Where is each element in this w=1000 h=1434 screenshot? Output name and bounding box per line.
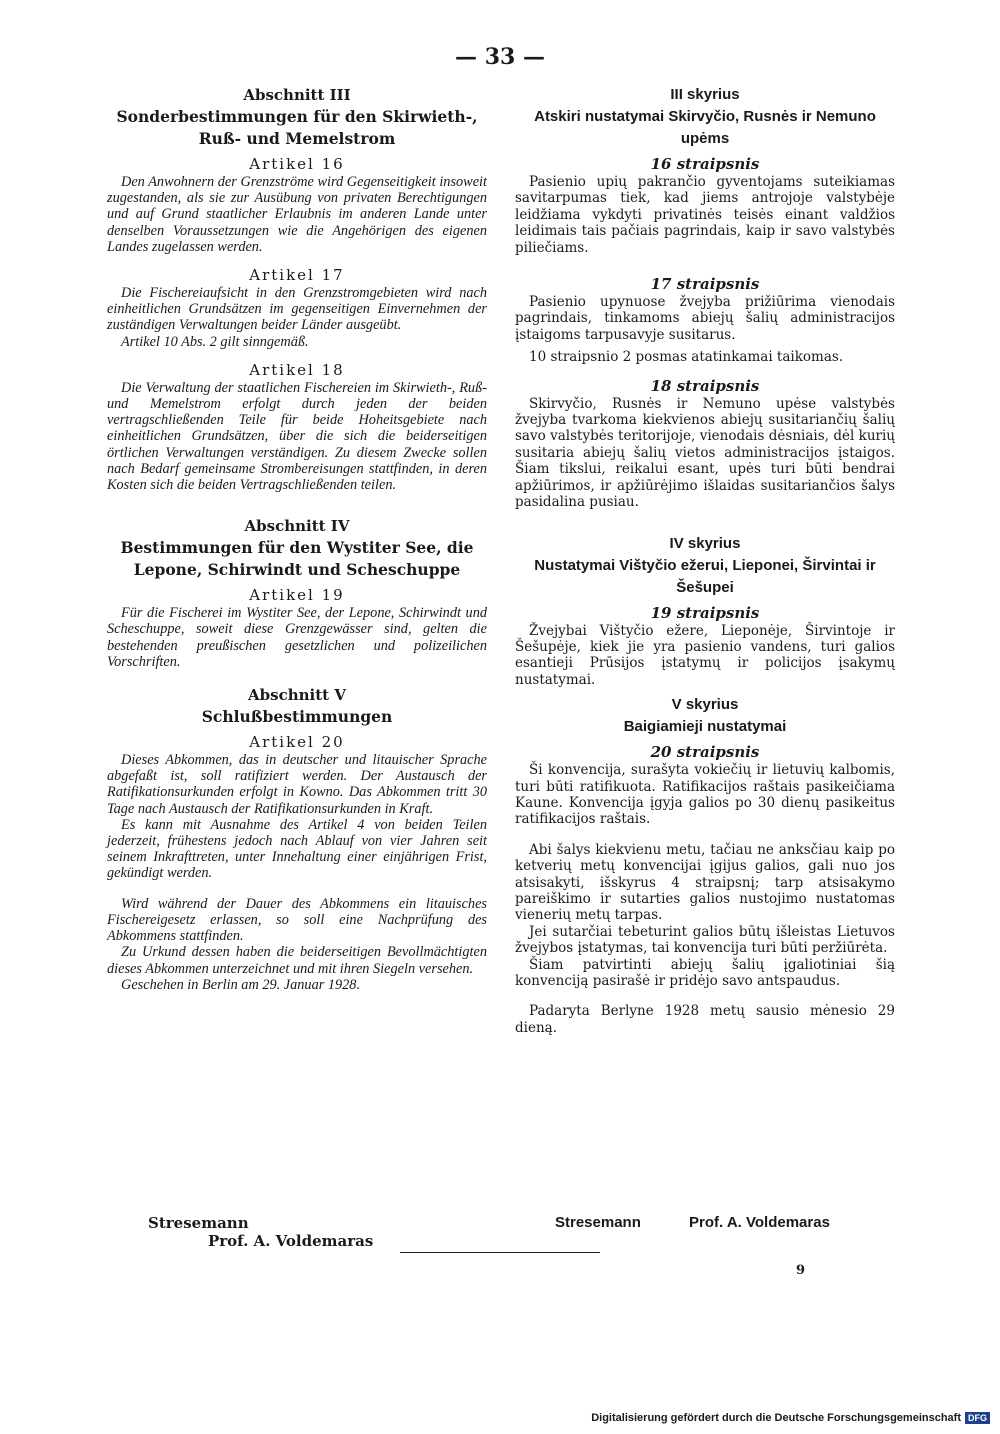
article-18-heading-lt: 18 straipsnis [650,376,760,395]
horizontal-rule [400,1252,600,1253]
section-3-title-de: Sonderbestimmungen für den Skirwieth-, Ruß- und Memelstrom [116,107,478,148]
signatures-de [148,1214,468,1250]
article-20-text-de: Dieses Abkommen, das in deutscher und litauischer Sprache abgefaßt ist, soll ratifiziert werden. Der Austausch der Ratifikationsurkunden erfolgt in Kowno. Das Abkommen tritt 30 Tage nach Austausch der Ratifikationsurkunden in Kraft. [107,752,487,817]
section-3-heading-lt: III skyrius [670,86,740,103]
article-20-text3-lt: Jei sutarčiai tebeturint galios būtų išleistas Lietuvos žvejybos įstatymas, tai konvencija turi būti peržiūrėta. [515,923,895,957]
article-18-text-de: Die Verwaltung der staatlichen Fischereien im Skirwieth-, Ruß- und Memelstrom erfolgt durch jeden der beiden vertragschließenden Teile für beide Hoheitsgebiete nach einheitlichen Grundsätzen, über die sich die beiderseitigen örtlichen Verwaltungen verständigen. Zu diesem Zwecke sollen nach Bedarf gemeinsame Strombereisungen stattfinden, in deren Kosten sich die beiden Vertragschließenden teilen. [107,379,487,494]
article-20-text4-lt: Šiam patvirtinti abiejų šalių įgaliotiniai šią konvenciją pasirašė ir pridėjo savo antspaudus. [515,956,895,989]
article-16-heading-de: Artikel 16 [249,155,345,173]
signature-stresemann-lt: Stresemann [555,1214,641,1231]
article-19-heading-lt: 19 straipsnis [650,603,760,622]
signatures-lt [555,1214,885,1231]
article-19-text-de: Für die Fischerei im Wystiter See, der Lepone, Schirwindt und Scheschuppe, soweit diese Grenzgewässer sind, gelten die bestehenden preußischen gesetzlichen und polizeilichen Vorschriften. [107,605,487,670]
sheet-number: 9 [796,1263,806,1278]
dfg-logo: DFG [965,1412,990,1424]
article-20-text2-lt: Abi šalys kiekvienu metu, tačiau ne anksčiau kaip po ketverių metų konvencijai įgijus galios, gali nuo jos atsisakyti, išskyrus 4 straipsnį; tarp atsisakymo pareiškimo ir sutarties galios nustojimo nustatomas vienerių metų tarpas. [515,841,895,924]
lithuanian-column [515,84,895,1036]
article-17-text2-lt: 10 straipsnio 2 posmas atatinkamai taikomas. [529,349,844,366]
section-4-title-de: Bestimmungen für den Wystiter See, die Lepone, Schirwindt und Scheschuppe [120,538,474,580]
signature-voldemaras-lt: Prof. A. Voldemaras [689,1214,830,1231]
article-20-text3-de: Wird während der Dauer des Abkommens ein litauisches Fischereigesetz erlassen, so soll eine Nachprüfung des Abkommens stattfinden. [107,895,487,945]
german-column [107,84,487,993]
article-17-text-lt: Pasienio upynuose žvejyba prižiūrima vienodais pagrindais, tinkamoms abiejų šalių administracijos įstaigoms tarpusavyje susitarus. [515,294,895,343]
section-5-heading-de: Abschnitt V [248,686,346,705]
article-20-text4-de: Zu Urkund dessen haben die beiderseitigen Bevollmächtigten dieses Abkommen unterzeichnet und mit ihren Siegeln versehen. [107,944,487,977]
article-19-text-lt: Žvejybai Vištyčio ežere, Lieponėje, Širvintoje ir Šešupėje, kiek jie yra pasienio vandens, turi galios esantieji Prūsijos įstatymų ir policijos įsakymų nustatymai. [515,622,895,688]
signature-voldemaras-de: Prof. A. Voldemaras [208,1232,374,1250]
article-20-text5-de: Geschehen in Berlin am 29. Januar 1928. [121,976,361,993]
article-20-text-lt: Ši konvencija, surašyta vokiečių ir lietuvių kalbomis, turi būti ratifikuota. Ratifikacijos raštais pasikeičiama Kaune. Konvencija įgyja galios po 30 dienų pasikeitus ratifikacijos raštais. [515,762,895,828]
article-19-heading-de: Artikel 19 [249,586,345,605]
article-20-heading-lt: 20 straipsnis [650,743,760,762]
article-18-text-lt: Skirvyčio, Rusnės ir Nemuno upėse valstybės žvejyba tvarkoma kiekvienos abiejų susitariančių šalių savo valstybės teritorijoje, vienodais dėsniais, dėl kurių susitaria abiejų šalių vietos administracijos įstaigos. Šiam tikslui, reikalui esant, upės turi būti bendrai apžiūrimos, ir apžiūrėjimo išlaidas susitariančios šalys pasidalina pusiau. [515,395,895,511]
section-3-title-lt: Atskiri nustatymai Skirvyčio, Rusnės ir Nemuno upėms [534,108,876,147]
article-18-heading-de: Artikel 18 [249,360,345,379]
article-16-heading-lt: 16 straipsnis [650,155,760,173]
section-3-heading-de: Abschnitt III [243,86,351,104]
article-17-heading-de: Artikel 17 [249,266,345,285]
article-16-text-lt: Pasienio upių pakrančio gyventojams suteikiamas savitarpumas tiek, kad jiems antrojoje valstybėje leidžiama vykdyti privatinės teisės einant valdžios leidimais tais pačiais pagrindais, kaip ir savo valstybės piliečiams. [515,174,895,256]
section-4-title-lt: Nustatymai Vištyčio ežerui, Lieponei, Širvintai ir Šešupei [534,556,876,596]
article-17-heading-lt: 17 straipsnis [650,275,760,294]
section-5-title-lt: Baigiamieji nustatymai [623,718,787,736]
article-16-text-de: Den Anwohnern der Grenzströme wird Gegenseitigkeit insoweit zugestanden, als sie zur Ausübung von privaten Berechtigungen und auf Grund staatlicher Erlaubnis im anderen Lande unter denselben Voraussetzungen wie die Angehörigen des eigenen Landes zugelassen werden. [107,174,487,255]
article-20-text5-lt: Padaryta Berlyne 1928 metų sausio mėnesio 29 dieną. [515,1003,895,1036]
digitization-footer [591,1412,990,1424]
article-17-text-de: Die Fischereiaufsicht in den Grenzstromgebieten wird nach einheitlichen Grundsätzen im gegenseitigen Einvernehmen der zuständigen Verwaltungen beider Länder ausgeübt. [107,285,487,334]
article-20-text2-de: Es kann mit Ausnahme des Artikel 4 von beiden Teilen jederzeit, frühestens jedoch nach Ablauf von vier Jahren seit seinem Inkrafttreten, unter Innehaltung einer einjährigen Frist, gekündigt werden. [107,816,487,882]
section-4-heading-lt: IV skyrius [669,534,741,552]
article-20-heading-de: Artikel 20 [249,733,345,752]
section-4-heading-de: Abschnitt IV [244,517,350,536]
section-5-title-de: Schlußbestimmungen [201,707,393,727]
footer-text: Digitalisierung gefördert durch die Deutsche Forschungsgemeinschaft [591,1412,961,1424]
page-number: — 33 — [455,44,545,70]
article-17-text2-de: Artikel 10 Abs. 2 gilt sinngemäß. [121,333,309,350]
signature-stresemann-de: Stresemann [148,1214,249,1232]
section-5-heading-lt: V skyrius [671,696,739,714]
